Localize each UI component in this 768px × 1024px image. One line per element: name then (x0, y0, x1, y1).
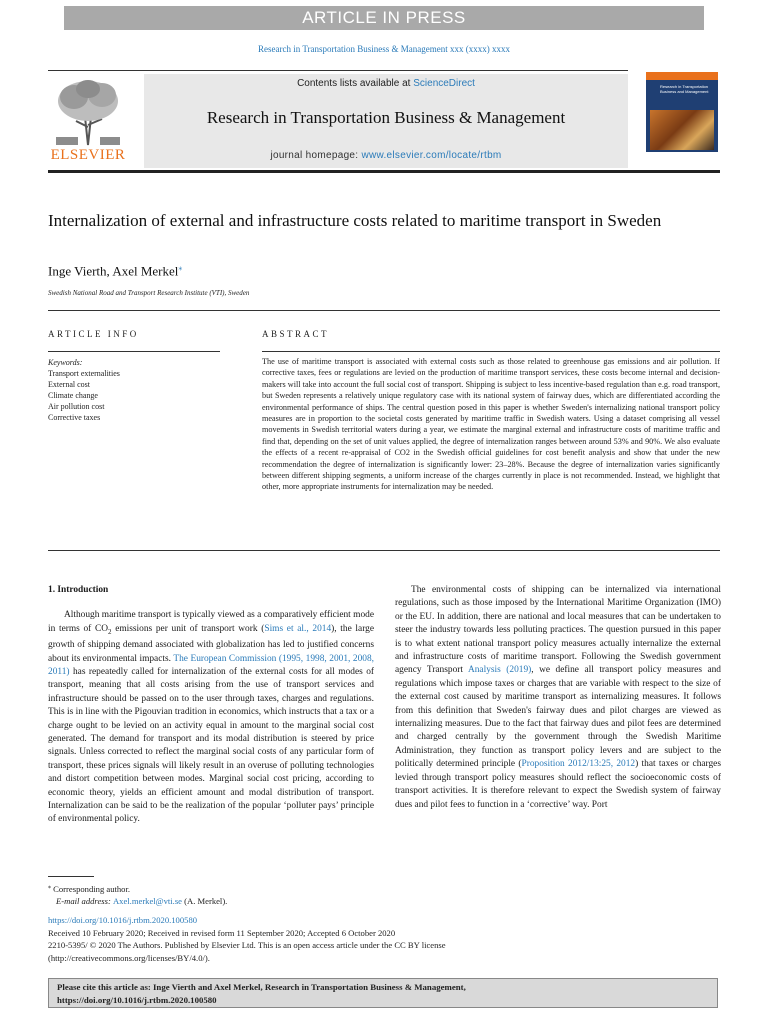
citation-doi[interactable]: https://doi.org/10.1016/j.rtbm.2020.100580 (57, 994, 217, 1005)
cover-title: Research in Transportation Business and Management (660, 84, 709, 94)
email-label: E-mail address: (56, 896, 113, 907)
article-info-heading: ARTICLE INFO (48, 329, 139, 339)
homepage-prefix: journal homepage: (270, 150, 362, 161)
authors (48, 263, 182, 279)
text-run: emissions per unit of transport work ( (111, 623, 265, 634)
citation-line-1: Please cite this article as: Inge Vierth and Axel Merkel, Research in Transportation Business & Management, (57, 982, 466, 992)
journal-title: Research in Transportation Business & Management (206, 108, 566, 127)
text-run: Although maritime transport is typically viewed as a comparatively efficient mode in terms of CO (48, 610, 374, 634)
corresponding-label: Corresponding author. (53, 883, 131, 894)
intro-paragraph (48, 609, 374, 826)
abstract-rule (262, 351, 720, 352)
elsevier-logo[interactable] (48, 75, 128, 167)
publication-info (48, 914, 688, 964)
keyword-item: External cost (48, 380, 90, 389)
author-names: Inge Vierth, Axel Merkel (48, 263, 179, 279)
article-title: Internalization of external and infrastructure costs related to maritime transport in Sweden (48, 211, 662, 230)
body-right-column (395, 584, 721, 812)
keywords-label: Keywords: (48, 358, 83, 367)
sciencedirect-link[interactable]: ScienceDirect (413, 78, 475, 89)
keyword-item: Transport externalities (48, 369, 120, 378)
text-run: ), the large growth of shipping demand associated with globalization has led to justified concerns about its environmental impacts. (48, 623, 374, 664)
keywords-block (48, 357, 223, 423)
footnote-rule (48, 876, 94, 877)
abstract-heading: ABSTRACT (262, 329, 330, 339)
keyword-item: Climate change (48, 391, 98, 400)
corresponding-author-note (48, 881, 448, 895)
text-run: ) that taxes or charges levied through transport policy measures should reflect the socioeconomic costs of transport activities. It is therefore relevant to expect the Swedish system of fairway dues and pilot fees to function in a ‘corrective’ way. Port (395, 759, 721, 810)
email-suffix: (A. Merkel). (181, 896, 228, 907)
section-divider-bottom (48, 550, 720, 551)
journal-masthead (144, 74, 628, 168)
contents-prefix: Contents lists available at (297, 78, 414, 89)
article-in-press-banner: ARTICLE IN PRESS (64, 6, 704, 30)
citation-link[interactable]: Sims et al., 2014 (264, 623, 332, 634)
email-link[interactable]: Axel.merkel@vti.se (112, 896, 182, 907)
subscript: 2 (108, 627, 112, 636)
license-line: 2210-5395/ © 2020 The Authors. Published by Elsevier Ltd. This is an open access article under the CC BY license (48, 940, 446, 950)
citation-link[interactable]: Analysis (2019) (467, 665, 532, 676)
text-run: The environmental costs of shipping can be internalized via international regulations, such as those imposed by the International Maritime Organization (IMO) or the EU. In addition, there are national and local measures that can be undertaken to steer the industry towards less polluting practices. The question pursued in this paper is to what extent national transport policy measures actually internalize the external and infrastructure costs of maritime transport. Following the Swedish government agency Transport (395, 585, 721, 676)
cover-top-band (646, 72, 718, 80)
cover-bottom-band (646, 152, 718, 166)
license-url[interactable]: (http://creativecommons.org/licenses/BY/4.0/). (48, 952, 210, 963)
citation-link[interactable]: The European Commission (1995, 1998, 2001, 2008, 2011) (48, 653, 374, 677)
citation-link[interactable]: Proposition 2012/13:25, 2012 (521, 759, 636, 770)
section-heading: 1. Introduction (48, 585, 109, 595)
footnote (48, 881, 448, 908)
text-run: , we define all transport policy measures and regulations which impose taxes or charges that are variable with respect to the size of the external cost caused by maritime transport as internalizing measures. It follows from this definition that Sweden's fairway dues and pilot charges are viewed as internalizing measures. Due to the fact that fairway dues and pilot fees are determined and charged centrally by the government through the Swedish Maritime Administration, they function as transport policy levers and are subject to the politically determined principle ( (395, 665, 721, 770)
doi-link[interactable]: https://doi.org/10.1016/j.rtbm.2020.100580 (48, 915, 198, 925)
citation-box (48, 978, 718, 1008)
section-divider-top (48, 310, 720, 311)
intro-paragraph-2 (395, 584, 721, 812)
running-head[interactable]: Research in Transportation Business & Management xxx (xxxx) xxxx (258, 44, 510, 54)
article-info-rule (48, 351, 220, 352)
header-bottom-rule (48, 170, 720, 173)
affiliation: Swedish National Road and Transport Research Institute (VTI), Sweden (48, 289, 250, 297)
text-run: has repeatedly called for internalization of the external costs for all modes of transport, meaning that all costs arising from the use of transport services and infrastructure should be passed on to the user through taxes, charges and regulations. This is in line with the Pigouvian tradition in economics, which instructs that a tax or a charge ought to be levied on an activity equal in amount to the marginal social cost generated. The demand for transport and its modal distribution is steered by price signals. Unless corrected to reflect the marginal social costs of any particular form of transport, these prices signals will likely result in an overuse of polluting technologies and distort competition between modes. Marginal social cost pricing, according to economic theory, yields an efficient amount and modal distribution of transport. Internalization can be said to be the realization of the popular ‘polluter pays’ principle of environmental policy. (48, 666, 374, 825)
elsevier-tree-icon (52, 77, 124, 147)
received-dates: Received 10 February 2020; Received in revised form 11 September 2020; Accepted 6 October 2020 (48, 927, 396, 938)
journal-homepage-link[interactable]: www.elsevier.com/locate/rtbm (361, 150, 502, 161)
keyword-item: Air pollution cost (48, 402, 105, 411)
contents-line (144, 78, 628, 89)
journal-cover-thumbnail[interactable] (646, 72, 718, 166)
cover-image (650, 110, 714, 150)
email-line (48, 895, 448, 908)
publisher-wordmark: ELSEVIER (50, 147, 126, 163)
corresponding-author-mark[interactable]: ⁎ (178, 263, 183, 272)
body-left-column (48, 584, 374, 827)
abstract-text: The use of maritime transport is associated with external costs such as those related to greenhouse gas emissions and air pollution. If corrective taxes, fees or regulations are levied on the production of maritime transport services, these costs become internal and decision-makers will take into account the full social cost of transport. Shipping is subject to less incentive-based regulation than e.g. road transport, but Sweden represents a relatively unique regulatory case with its national system of fairway dues, which are differentiated according the environmental performance of ships. The central question posed in this paper is whether Sweden's internalizing national transport policy measures are in proportion to the societal costs generated by maritime traffic in Swedish waters. Using a dataset comprising all vessel movements in Swedish territorial waters during a year, we estimate the marginal external and infrastructure costs of maritime traffic and find that, depending on the set of unit values applied, the degree of internalization ranges between around 53% and 90%. We also evaluate the effects of a recent re-appraisal of CO2 in the Swedish official guidelines for cost benefit analysis and show that under the new recommendation the degree of internalization is significantly lower: 23–28%. Because the degree of internalization varies significantly between different shipping segments, a uniform increase of the charges currently in place is not recommended. Instead, we highlight that other, more appropriate instruments for internalization may be needed. (262, 357, 720, 492)
keyword-item: Corrective taxes (48, 413, 101, 422)
header-top-rule (48, 70, 628, 71)
footnote-mark: ⁎ (48, 884, 51, 890)
homepage-line (144, 150, 628, 161)
